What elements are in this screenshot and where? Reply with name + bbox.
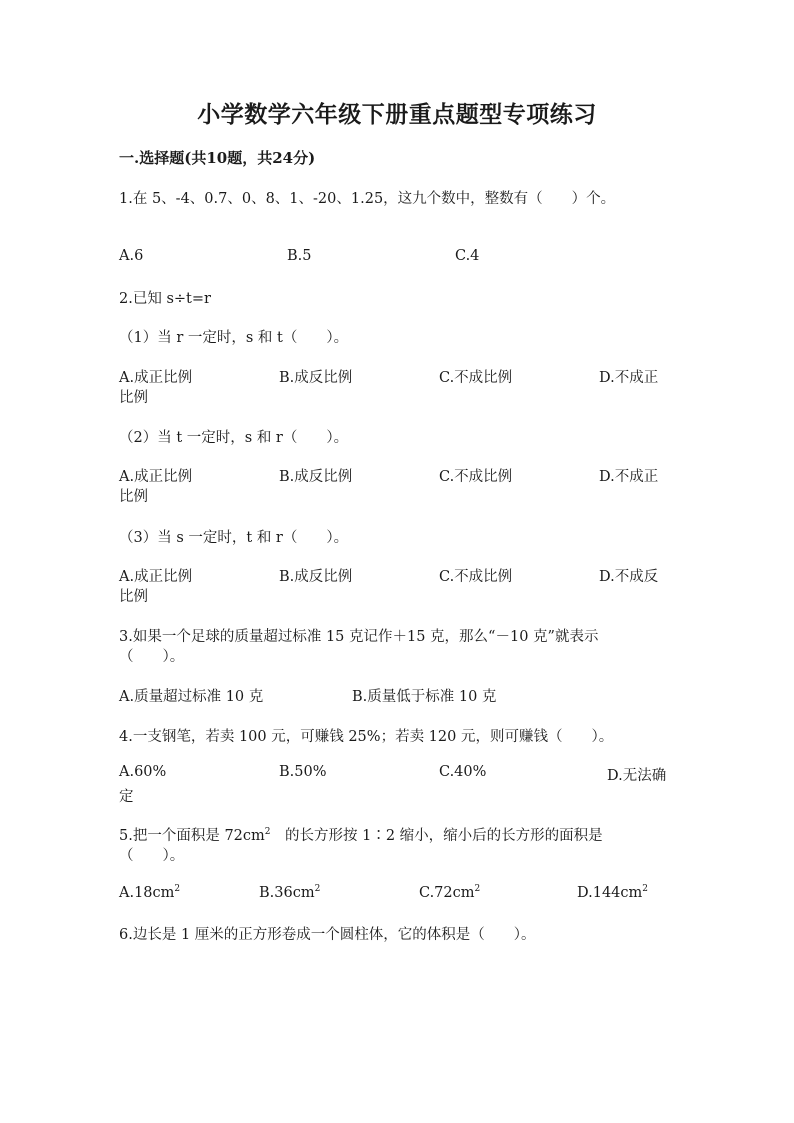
question-2-sub2-option-a: A.成正比例 [119,469,193,485]
question-2-sub3-option-a: A.成正比例 [119,569,193,585]
question-3-stem: 3.如果一个足球的质量超过标准 15 克记作＋15 克，那么“－10 克”就表示 [119,629,599,645]
question-3-stem-wrap: （ ）。 [119,649,185,665]
question-5-stem-wrap: （ ）。 [119,848,185,864]
question-4-stem: 4.一支钢笔，若卖 100 元，可赚钱 25%；若卖 120 元，则可赚钱（ ）。 [119,729,614,745]
question-2-sub1-option-b: B.成反比例 [279,370,353,386]
question-3-option-a: A.质量超过标准 10 克 [119,689,264,705]
question-5-option-d-text: D.144cm [577,885,643,901]
question-5-stem [119,824,603,845]
question-2-sub2-option-b: B.成反比例 [279,469,353,485]
section-heading: 一.选择题(共10题，共24分) [119,149,316,167]
question-4-option-b: B.50% [279,764,327,780]
question-2-sub2-option-c: C.不成比例 [439,469,513,485]
question-2-sub3: （3）当 s 一定时，t 和 r（ ）。 [119,530,349,546]
question-2-sub3-option-c: C.不成比例 [439,569,513,585]
question-2-sub2-option-d: D.不成正 [599,469,659,485]
question-3-option-b: B.质量低于标准 10 克 [352,689,497,705]
superscript-2: 2 [642,884,648,895]
question-2-sub1: （1）当 r 一定时，s 和 t（ ）。 [119,330,349,346]
question-2-sub3-option-d-wrap: 比例 [119,589,148,605]
question-2-sub3-option-b: B.成反比例 [279,569,353,585]
question-5-option-c-text: C.72cm [419,885,475,901]
question-2-sub3-option-d: D.不成反 [599,569,659,585]
question-2-sub1-option-d-wrap: 比例 [119,390,148,406]
question-4-option-c: C.40% [439,764,487,780]
question-2-sub2: （2）当 t 一定时，s 和 r（ ）。 [119,430,349,446]
question-4-option-d: D.无法确 [607,768,667,784]
question-2-sub1-option-d: D.不成正 [599,370,659,386]
question-1-option-c: C.4 [455,248,480,264]
page-title: 小学数学六年级下册重点题型专项练习 [197,101,597,128]
question-4-option-d-wrap: 定 [119,789,134,805]
question-5-stem-part1: 5.把一个面积是 72cm [119,828,265,844]
question-5-option-c [419,885,480,901]
question-2-sub2-option-d-wrap: 比例 [119,489,148,505]
superscript-2: 2 [474,884,481,895]
question-6-stem: 6.边长是 1 厘米的正方形卷成一个圆柱体，它的体积是（ ）。 [119,927,536,943]
question-5-option-b-text: B.36cm [259,885,315,901]
question-1-option-b: B.5 [287,248,312,264]
superscript-2: 2 [174,884,181,895]
question-5-option-b [259,885,320,901]
question-1-stem: 1.在 5、-4、0.7、0、8、1、-20、1.25，这九个数中，整数有（ ）个。 [119,191,616,207]
question-5-option-a [119,885,180,901]
question-4-option-a: A.60% [119,764,167,780]
superscript-2: 2 [314,884,321,895]
question-2-sub1-option-c: C.不成比例 [439,370,513,386]
question-5-option-a-text: A.18cm [119,885,175,901]
question-2-sub1-option-a: A.成正比例 [119,370,193,386]
question-1-option-a: A.6 [119,248,144,264]
question-5-option-d [577,885,648,901]
question-5-stem-part2: 的长方形按 1∶2 缩小，缩小后的长方形的面积是 [270,828,603,844]
question-2-stem: 2.已知 s÷t=r [119,291,211,307]
superscript-2: 2 [264,827,271,838]
